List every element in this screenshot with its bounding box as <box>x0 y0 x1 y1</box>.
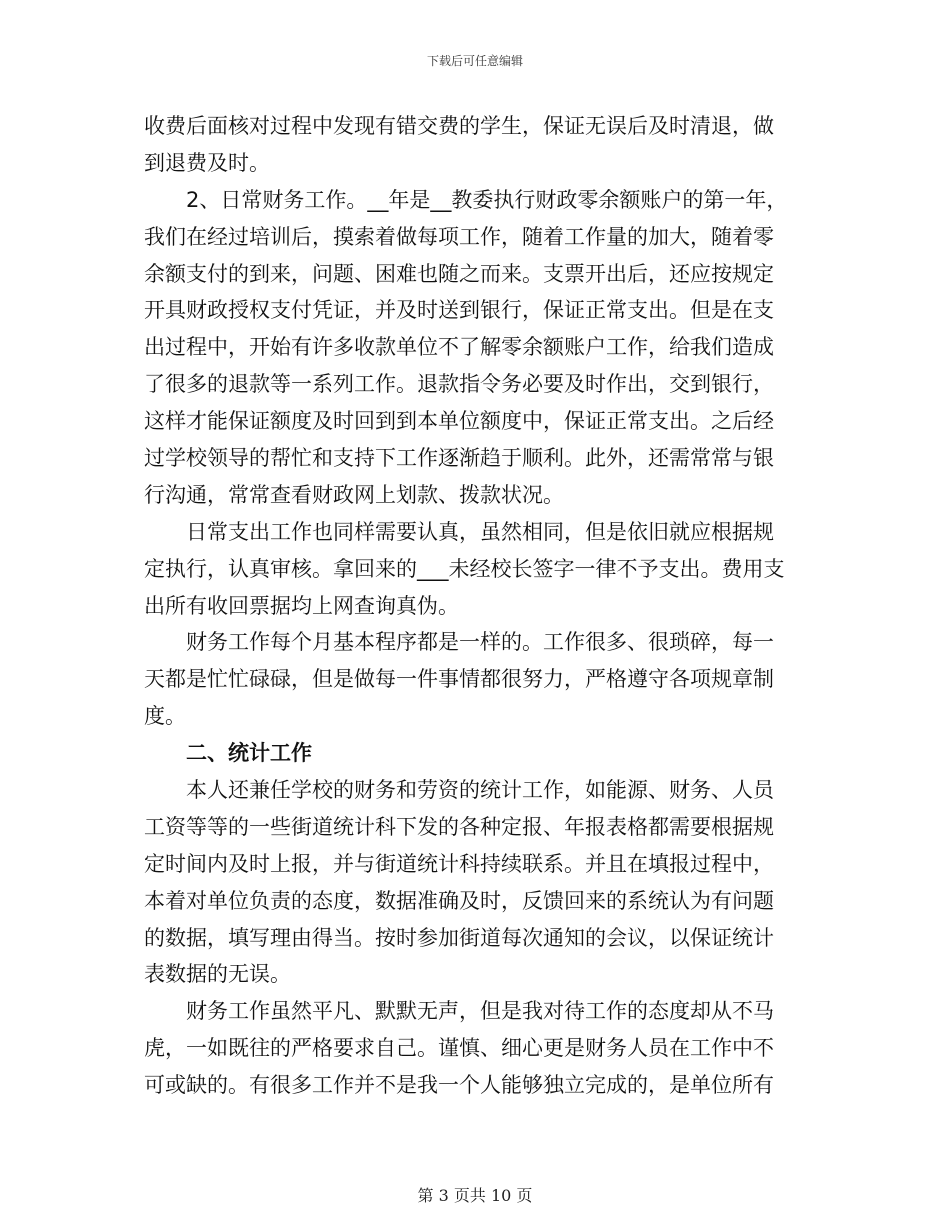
text-line: 开具财政授权支付凭证，并及时送到银行，保证正常支出。但是在支 <box>144 298 774 323</box>
text-line: 财务工作虽然平凡、默默无声，但是我对待工作的态度却从不马 <box>186 999 774 1024</box>
page-footer: 第 3 页共 10 页 <box>417 1186 533 1205</box>
text-line: 表数据的无误。 <box>144 962 291 987</box>
section-heading: 二、统计工作 <box>186 741 312 766</box>
text-line: 的数据，填写理由得当。按时参加街道每次通知的会议，以保证统计 <box>144 925 774 950</box>
text-line: 出过程中，开始有许多收款单位不了解零余额账户工作，给我们造成 <box>144 335 774 360</box>
text-line: 度。 <box>144 704 186 729</box>
text-line: 财务工作每个月基本程序都是一样的。工作很多、很琐碎，每一 <box>186 630 774 655</box>
text-line: 工资等等的一些街道统计科下发的各种定报、年报表格都需要根据规 <box>144 814 774 839</box>
text-line: 过学校领导的帮忙和支持下工作逐渐趋于顺利。此外，还需常常与银 <box>144 446 774 471</box>
text-line: 日常支出工作也同样需要认真，虽然相同，但是依旧就应根据规 <box>186 519 774 544</box>
text-line: 出所有收回票据均上网查询真伪。 <box>144 593 459 618</box>
text-line: 收费后面核对过程中发现有错交费的学生，保证无误后及时清退，做 <box>144 114 774 138</box>
text-line: 定时间内及时上报，并与街道统计科持续联系。并且在填报过程中， <box>144 851 774 876</box>
text-line: 本人还兼任学校的财务和劳资的统计工作，如能源、财务、人员 <box>186 778 774 803</box>
text-line: 2、日常财务工作。__年是__教委执行财政零余额账户的第一年， <box>186 187 788 212</box>
text-line: 本着对单位负责的态度，数据准确及时，反馈回来的系统认为有问题 <box>144 888 774 913</box>
text-line: 行沟通，常常查看财政网上划款、拨款状况。 <box>144 482 564 507</box>
page-header: 下载后可任意编辑 <box>426 54 523 68</box>
text-line: 虎，一如既往的严格要求自己。谨慎、细心更是财务人员在工作中不 <box>144 1036 774 1061</box>
text-line: 天都是忙忙碌碌，但是做每一件事情都很努力，严格遵守各项规章制 <box>144 667 774 692</box>
text-line: 了很多的退款等一系列工作。退款指令务必要及时作出，交到银行， <box>144 372 774 397</box>
text-line: 这样才能保证额度及时回到到本单位额度中，保证正常支出。之后经 <box>144 409 774 434</box>
body-text <box>144 108 806 1104</box>
text-line: 可或缺的。有很多工作并不是我一个人能够独立完成的，是单位所有 <box>144 1073 774 1098</box>
text-line: 到退费及时。 <box>144 150 270 175</box>
text-line: 我们在经过培训后，摸索着做每项工作，随着工作量的加大，随着零 <box>144 224 774 249</box>
text-line: 定执行，认真审核。拿回来的___未经校长签字一律不予支出。费用支 <box>144 556 785 581</box>
text-line: 余额支付的到来，问题、困难也随之而来。支票开出后，还应按规定 <box>144 261 774 286</box>
